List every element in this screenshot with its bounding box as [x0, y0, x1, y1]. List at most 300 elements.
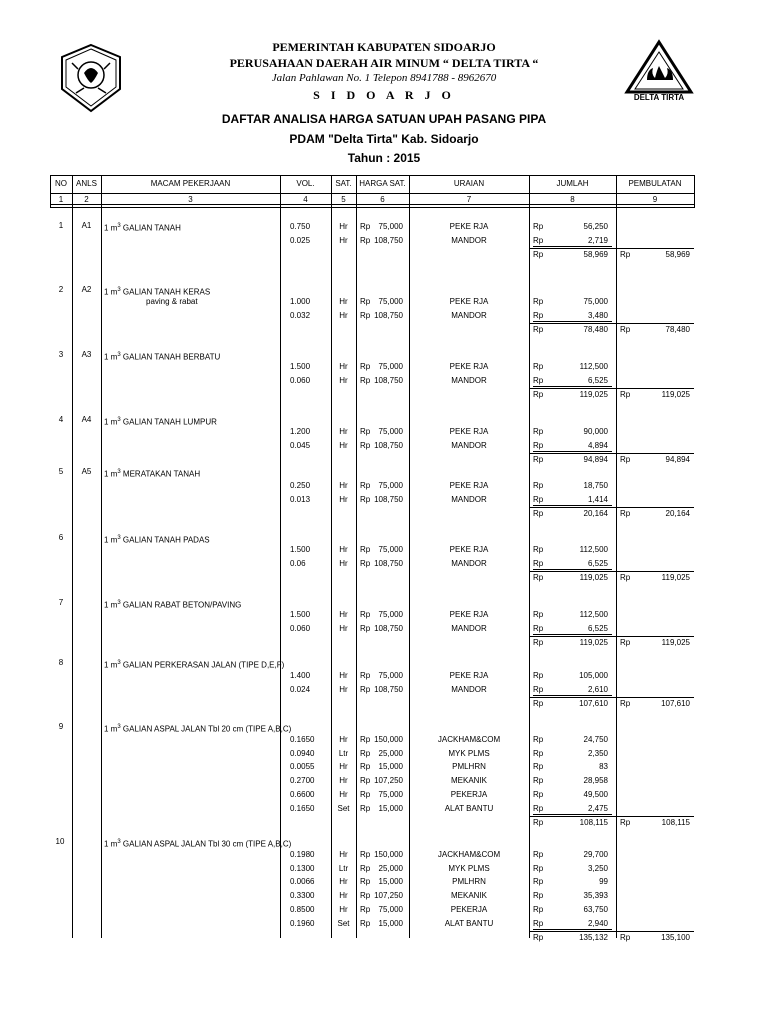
subtotal-underline: [533, 451, 612, 452]
section-total: 58,969: [583, 250, 608, 260]
rounded-currency: Rp: [620, 390, 631, 400]
item-price-currency: Rp: [360, 623, 371, 633]
item-amount: 49,500: [583, 789, 608, 799]
item-unit-price: 25,000: [378, 748, 403, 758]
item-unit-price: 108,750: [374, 235, 403, 245]
document-title: DAFTAR ANALISA HARGA SATUAN UPAH PASANG PIPA: [221, 112, 547, 126]
section-work-title: 1 $m^3$ GALIAN TANAH: [104, 223, 181, 233]
item-unit-price: 15,000: [378, 762, 403, 772]
item-unit-price: 108,750: [374, 558, 403, 568]
subtotal-underline: [533, 321, 612, 322]
item-amount-currency: Rp: [533, 684, 544, 694]
item-amount-currency: Rp: [533, 904, 544, 914]
section-total: 119,025: [579, 573, 608, 583]
section-number: 4: [58, 415, 64, 424]
section-work-title: 1 $m^3$ GALIAN TANAH KERAS: [104, 287, 211, 297]
subtotal-underline: [533, 246, 612, 247]
rounded-currency: Rp: [620, 933, 631, 943]
item-volume: 0.013: [290, 494, 311, 504]
item-amount-currency: Rp: [533, 735, 544, 744]
item-description: PEKE RJA: [449, 610, 489, 619]
section-total: 135,132: [579, 933, 608, 943]
letterhead-government: PEMERINTAH KABUPATEN SIDOARJO: [272, 40, 496, 54]
item-amount: 2,719: [587, 235, 608, 245]
item-unit: Hr: [339, 789, 348, 799]
item-amount: 112,500: [579, 610, 608, 619]
column-number: 1: [58, 195, 64, 204]
column-divider: [356, 175, 357, 938]
item-unit-price: 75,000: [378, 427, 403, 436]
column-number: 4: [303, 195, 308, 204]
item-unit: Hr: [339, 362, 348, 371]
section-total: 119,025: [579, 390, 608, 400]
item-unit: Hr: [339, 481, 348, 490]
subtotal-underline: [533, 929, 612, 930]
section-analysis-code: A5: [81, 467, 92, 476]
item-price-currency: Rp: [360, 904, 371, 914]
item-unit-price: 150,000: [374, 735, 403, 744]
item-description: PEKE RJA: [449, 222, 489, 231]
section-analysis-code: A2: [81, 285, 92, 294]
document-year: Tahun : 2015: [347, 151, 421, 165]
number-row-double-border: [50, 207, 694, 208]
item-amount: 112,500: [579, 545, 608, 554]
section-number: 7: [58, 598, 64, 607]
section-work-title-text: GALIAN TANAH PADAS: [122, 535, 210, 545]
item-price-currency: Rp: [360, 762, 371, 772]
item-volume: 0.2700: [290, 776, 315, 786]
item-volume: 1.200: [290, 427, 311, 436]
section-work-title-text: GALIAN TANAH BERBATU: [122, 352, 221, 362]
column-number: 6: [380, 195, 385, 204]
item-volume: 0.1300: [290, 863, 315, 873]
item-unit-price: 15,000: [378, 918, 403, 928]
column-header: URAIAN: [453, 179, 485, 188]
item-amount: 75,000: [583, 297, 608, 306]
item-amount-currency: Rp: [533, 918, 544, 928]
column-divider: [331, 175, 332, 938]
item-price-currency: Rp: [360, 891, 371, 901]
item-volume: 0.3300: [290, 891, 315, 901]
item-unit-price: 107,250: [374, 776, 403, 786]
item-amount: 105,000: [579, 671, 608, 680]
item-amount-currency: Rp: [533, 558, 544, 568]
item-unit-price: 108,750: [374, 623, 403, 633]
section-number: 9: [58, 722, 64, 731]
item-unit-price: 75,000: [378, 362, 403, 371]
section-number: 10: [55, 837, 65, 846]
item-volume: 0.6600: [290, 789, 315, 799]
item-price-currency: Rp: [360, 222, 371, 231]
item-unit-price: 108,750: [374, 494, 403, 504]
item-amount: 2,610: [587, 684, 608, 694]
section-rounded-total: 107,610: [661, 699, 690, 709]
column-number: 8: [570, 195, 575, 204]
item-unit: Hr: [339, 558, 348, 568]
item-amount-currency: Rp: [533, 235, 544, 245]
item-unit: Hr: [339, 222, 348, 231]
header-bottom-border: [50, 193, 694, 194]
total-currency: Rp: [533, 573, 544, 583]
item-volume: 0.06: [290, 558, 306, 568]
item-price-currency: Rp: [360, 877, 371, 887]
item-price-currency: Rp: [360, 748, 371, 758]
section-rounded-total: 135,100: [661, 933, 690, 943]
item-price-currency: Rp: [360, 235, 371, 245]
letterhead-address: Jalan Pahlawan No. 1 Telepon 8941788 - 8962670: [271, 72, 497, 84]
item-unit-price: 108,750: [374, 440, 403, 450]
item-amount-currency: Rp: [533, 494, 544, 504]
item-unit-price: 75,000: [378, 222, 403, 231]
item-amount-currency: Rp: [533, 863, 544, 873]
item-unit-price: 15,000: [378, 877, 403, 887]
item-price-currency: Rp: [360, 558, 371, 568]
item-description: MANDOR: [451, 440, 487, 450]
rounded-currency: Rp: [620, 509, 631, 519]
item-unit-price: 75,000: [378, 481, 403, 490]
item-description: JACKHAM&COM: [437, 735, 501, 744]
section-work-subtitle: paving & rabat: [146, 297, 198, 306]
rounded-currency: Rp: [620, 638, 631, 648]
item-volume: 0.060: [290, 375, 311, 385]
item-unit: Hr: [339, 427, 348, 436]
section-work-title: 1 $m^3$ GALIAN TANAH PADAS: [104, 535, 210, 545]
letterhead-city: S I D O A R J O: [313, 88, 455, 102]
item-unit: Hr: [339, 735, 348, 744]
item-volume: 0.0055: [290, 762, 315, 772]
section-rounded-total: 119,025: [661, 573, 690, 583]
item-price-currency: Rp: [360, 440, 371, 450]
section-total: 20,164: [583, 509, 608, 519]
item-amount-currency: Rp: [533, 610, 544, 619]
item-description: MYK PLMS: [448, 863, 490, 873]
section-number: 5: [58, 467, 64, 476]
total-separator: [529, 697, 694, 698]
item-unit: Hr: [339, 904, 348, 914]
item-price-currency: Rp: [360, 297, 371, 306]
section-number: 8: [58, 658, 64, 667]
rounded-currency: Rp: [620, 325, 631, 335]
section-work-title-text: MERATAKAN TANAH: [122, 469, 201, 479]
column-number: 7: [466, 195, 472, 204]
item-unit: Hr: [339, 671, 348, 680]
delta-tirta-logo-text: DELTA TIRTA: [633, 93, 685, 102]
item-unit-price: 108,750: [374, 375, 403, 385]
section-work-title-text: GALIAN TANAH LUMPUR: [122, 417, 217, 427]
item-amount: 28,958: [583, 776, 608, 786]
section-rounded-total: 20,164: [665, 509, 690, 519]
item-price-currency: Rp: [360, 310, 371, 320]
column-divider: [280, 175, 281, 938]
item-amount-currency: Rp: [533, 427, 544, 436]
item-volume: 0.032: [290, 310, 311, 320]
item-price-currency: Rp: [360, 375, 371, 385]
total-currency: Rp: [533, 509, 544, 519]
rounded-currency: Rp: [620, 573, 631, 583]
item-amount: 112,500: [579, 362, 608, 371]
item-amount: 35,393: [583, 891, 608, 901]
item-amount: 56,250: [583, 222, 608, 231]
item-description: MANDOR: [451, 684, 487, 694]
item-unit: Hr: [339, 684, 348, 694]
column-number: 2: [84, 195, 89, 204]
item-amount-currency: Rp: [533, 481, 544, 490]
item-amount: 6,525: [587, 558, 608, 568]
item-volume: 0.025: [290, 235, 311, 245]
item-unit-price: 107,250: [374, 891, 403, 901]
section-number: 6: [58, 533, 64, 542]
item-volume: 1.000: [290, 297, 311, 306]
section-work-title: 1 $m^3$ GALIAN ASPAL JALAN Tbl 30 cm (TIPE A,B,C): [104, 839, 292, 849]
section-total: 108,115: [579, 818, 608, 828]
item-volume: 1.400: [290, 671, 311, 680]
item-amount-currency: Rp: [533, 375, 544, 385]
item-amount: 63,750: [583, 904, 608, 914]
total-currency: Rp: [533, 325, 544, 335]
total-separator: [529, 931, 694, 932]
item-amount: 90,000: [583, 427, 608, 436]
item-description: ALAT BANTU: [444, 803, 494, 813]
subtotal-underline: [533, 814, 612, 815]
item-unit: Hr: [339, 776, 348, 786]
item-amount-currency: Rp: [533, 789, 544, 799]
item-amount-currency: Rp: [533, 776, 544, 786]
total-separator: [529, 571, 694, 572]
item-volume: 0.1960: [290, 918, 315, 928]
column-header: PEMBULATAN: [628, 179, 682, 188]
column-divider: [409, 175, 410, 938]
item-unit: Hr: [339, 850, 348, 859]
item-unit: Hr: [339, 310, 348, 320]
item-amount: 3,480: [587, 310, 608, 320]
item-amount: 6,525: [587, 623, 608, 633]
total-currency: Rp: [533, 699, 544, 709]
subtotal-underline: [533, 695, 612, 696]
item-price-currency: Rp: [360, 494, 371, 504]
item-volume: 1.500: [290, 362, 311, 371]
item-unit: Hr: [339, 877, 348, 887]
item-amount-currency: Rp: [533, 440, 544, 450]
section-number: 3: [58, 350, 64, 359]
item-amount: 2,350: [587, 748, 608, 758]
total-separator: [529, 816, 694, 817]
section-total: 78,480: [583, 325, 608, 335]
item-amount-currency: Rp: [533, 850, 544, 859]
total-separator: [529, 248, 694, 249]
item-unit-price: 75,000: [378, 610, 403, 619]
section-rounded-total: 119,025: [661, 638, 690, 648]
item-unit-price: 108,750: [374, 684, 403, 694]
item-unit-price: 75,000: [378, 671, 403, 680]
item-unit: Hr: [339, 762, 348, 772]
item-price-currency: Rp: [360, 481, 371, 490]
section-work-title-text: GALIAN RABAT BETON/PAVING: [122, 600, 242, 610]
item-amount: 99: [599, 877, 608, 887]
item-price-currency: Rp: [360, 776, 371, 786]
item-description: PMLHRN: [452, 877, 486, 887]
item-amount-currency: Rp: [533, 877, 544, 887]
column-header: JUMLAH: [556, 179, 589, 188]
section-work-title-text: GALIAN ASPAL JALAN Tbl 20 cm (TIPE A,B,C): [122, 724, 292, 734]
item-amount-currency: Rp: [533, 762, 544, 772]
item-description: MANDOR: [451, 310, 487, 320]
column-header: NO: [55, 179, 67, 188]
item-amount-currency: Rp: [533, 310, 544, 320]
section-rounded-total: 94,894: [665, 455, 690, 465]
number-row-bottom-border: [50, 204, 694, 205]
section-number: 1: [58, 221, 64, 230]
item-unit-price: 15,000: [378, 803, 403, 813]
item-unit-price: 150,000: [374, 850, 403, 859]
rounded-currency: Rp: [620, 455, 631, 465]
item-price-currency: Rp: [360, 850, 371, 859]
item-volume: 0.045: [290, 440, 311, 450]
item-amount: 1,414: [587, 494, 608, 504]
section-analysis-code: A3: [81, 350, 92, 359]
column-divider: [101, 175, 102, 938]
item-unit: Hr: [339, 297, 348, 306]
section-work-title-text: GALIAN TANAH KERAS: [122, 287, 211, 297]
section-work-title-text: GALIAN TANAH: [122, 223, 181, 233]
total-currency: Rp: [533, 818, 544, 828]
subtotal-underline: [533, 634, 612, 635]
section-rounded-total: 58,969: [665, 250, 690, 260]
total-separator: [529, 388, 694, 389]
table-top-border: [50, 175, 694, 176]
item-amount: 2,475: [587, 803, 608, 813]
section-total: 107,610: [579, 699, 608, 709]
column-divider: [694, 175, 695, 208]
item-volume: 1.500: [290, 610, 311, 619]
item-price-currency: Rp: [360, 789, 371, 799]
item-amount: 6,525: [587, 375, 608, 385]
item-unit-price: 108,750: [374, 310, 403, 320]
total-separator: [529, 507, 694, 508]
item-description: MANDOR: [451, 623, 487, 633]
item-unit: Set: [337, 803, 350, 813]
item-unit: Hr: [339, 235, 348, 245]
item-description: PEKE RJA: [449, 545, 489, 554]
item-amount: 2,940: [587, 918, 608, 928]
item-unit: Hr: [339, 610, 348, 619]
item-description: PEKE RJA: [449, 427, 489, 436]
item-description: PEKERJA: [450, 789, 488, 799]
letterhead: [0, 0, 768, 105]
item-description: MANDOR: [451, 558, 487, 568]
section-work-title-text: GALIAN PERKERASAN JALAN (TIPE D,E,F): [122, 660, 285, 670]
item-volume: 0.8500: [290, 904, 315, 914]
item-amount-currency: Rp: [533, 362, 544, 371]
item-volume: 0.1980: [290, 850, 315, 859]
item-unit-price: 75,000: [378, 545, 403, 554]
item-unit: Hr: [339, 494, 348, 504]
rounded-currency: Rp: [620, 250, 631, 260]
section-rounded-total: 108,115: [661, 818, 690, 828]
item-amount: 29,700: [583, 850, 608, 859]
item-volume: 0.1650: [290, 803, 315, 813]
item-price-currency: Rp: [360, 863, 371, 873]
item-volume: 0.250: [290, 481, 311, 490]
item-description: MEKANIK: [450, 891, 487, 901]
section-analysis-code: A4: [81, 415, 92, 424]
subtotal-underline: [533, 569, 612, 570]
item-price-currency: Rp: [360, 684, 371, 694]
item-price-currency: Rp: [360, 735, 371, 744]
item-amount-currency: Rp: [533, 222, 544, 231]
item-amount: 83: [599, 762, 608, 772]
item-unit-price: 75,000: [378, 904, 403, 914]
subtotal-underline: [533, 505, 612, 506]
section-total: 94,894: [583, 455, 608, 465]
letterhead-company: PERUSAHAAN DAERAH AIR MINUM “ DELTA TIRTA “: [229, 56, 539, 70]
column-header: MACAM PEKERJAAN: [150, 179, 231, 188]
section-work-title: 1 $m^3$ GALIAN RABAT BETON/PAVING: [104, 600, 242, 610]
item-unit: Hr: [339, 375, 348, 385]
item-unit: Hr: [339, 891, 348, 901]
section-rounded-total: 78,480: [665, 325, 690, 335]
item-volume: 0.0066: [290, 877, 315, 887]
item-unit-price: 75,000: [378, 789, 403, 799]
item-amount: 4,894: [587, 440, 608, 450]
section-analysis-code: A1: [81, 221, 92, 230]
column-header: SAT.: [335, 179, 352, 188]
item-price-currency: Rp: [360, 427, 371, 436]
item-volume: 0.024: [290, 684, 311, 694]
section-work-title: 1 $m^3$ MERATAKAN TANAH: [104, 469, 201, 479]
section-work-title: 1 $m^3$ GALIAN ASPAL JALAN Tbl 20 cm (TIPE A,B,C): [104, 724, 292, 734]
rounded-currency: Rp: [620, 818, 631, 828]
section-work-title: 1 $m^3$ GALIAN TANAH LUMPUR: [104, 417, 217, 427]
total-currency: Rp: [533, 390, 544, 400]
item-amount-currency: Rp: [533, 803, 544, 813]
item-description: PMLHRN: [452, 762, 486, 772]
item-amount: 18,750: [583, 481, 608, 490]
item-volume: 0.060: [290, 623, 311, 633]
column-header: HARGA SAT.: [359, 179, 406, 188]
item-description: MEKANIK: [450, 776, 487, 786]
item-description: MYK PLMS: [448, 748, 490, 758]
item-amount: 3,250: [587, 863, 608, 873]
item-description: PEKE RJA: [449, 362, 489, 371]
item-price-currency: Rp: [360, 610, 371, 619]
total-separator: [529, 323, 694, 324]
total-currency: Rp: [533, 638, 544, 648]
item-unit: Hr: [339, 440, 348, 450]
rounded-currency: Rp: [620, 699, 631, 709]
item-amount-currency: Rp: [533, 748, 544, 758]
total-currency: Rp: [533, 455, 544, 465]
item-unit-price: 25,000: [378, 863, 403, 873]
item-price-currency: Rp: [360, 803, 371, 813]
item-description: MANDOR: [451, 235, 487, 245]
item-price-currency: Rp: [360, 362, 371, 371]
item-amount-currency: Rp: [533, 671, 544, 680]
item-price-currency: Rp: [360, 545, 371, 554]
item-unit: Hr: [339, 545, 348, 554]
item-description: PEKE RJA: [449, 481, 489, 490]
item-amount-currency: Rp: [533, 891, 544, 901]
column-number: 5: [341, 195, 346, 204]
item-description: MANDOR: [451, 375, 487, 385]
item-price-currency: Rp: [360, 671, 371, 680]
item-description: JACKHAM&COM: [437, 850, 501, 859]
total-currency: Rp: [533, 250, 544, 260]
document-subtitle: PDAM "Delta Tirta" Kab. Sidoarjo: [289, 132, 479, 146]
total-separator: [529, 636, 694, 637]
column-header: VOL.: [296, 179, 315, 188]
section-rounded-total: 119,025: [661, 390, 690, 400]
section-total: 119,025: [579, 638, 608, 648]
